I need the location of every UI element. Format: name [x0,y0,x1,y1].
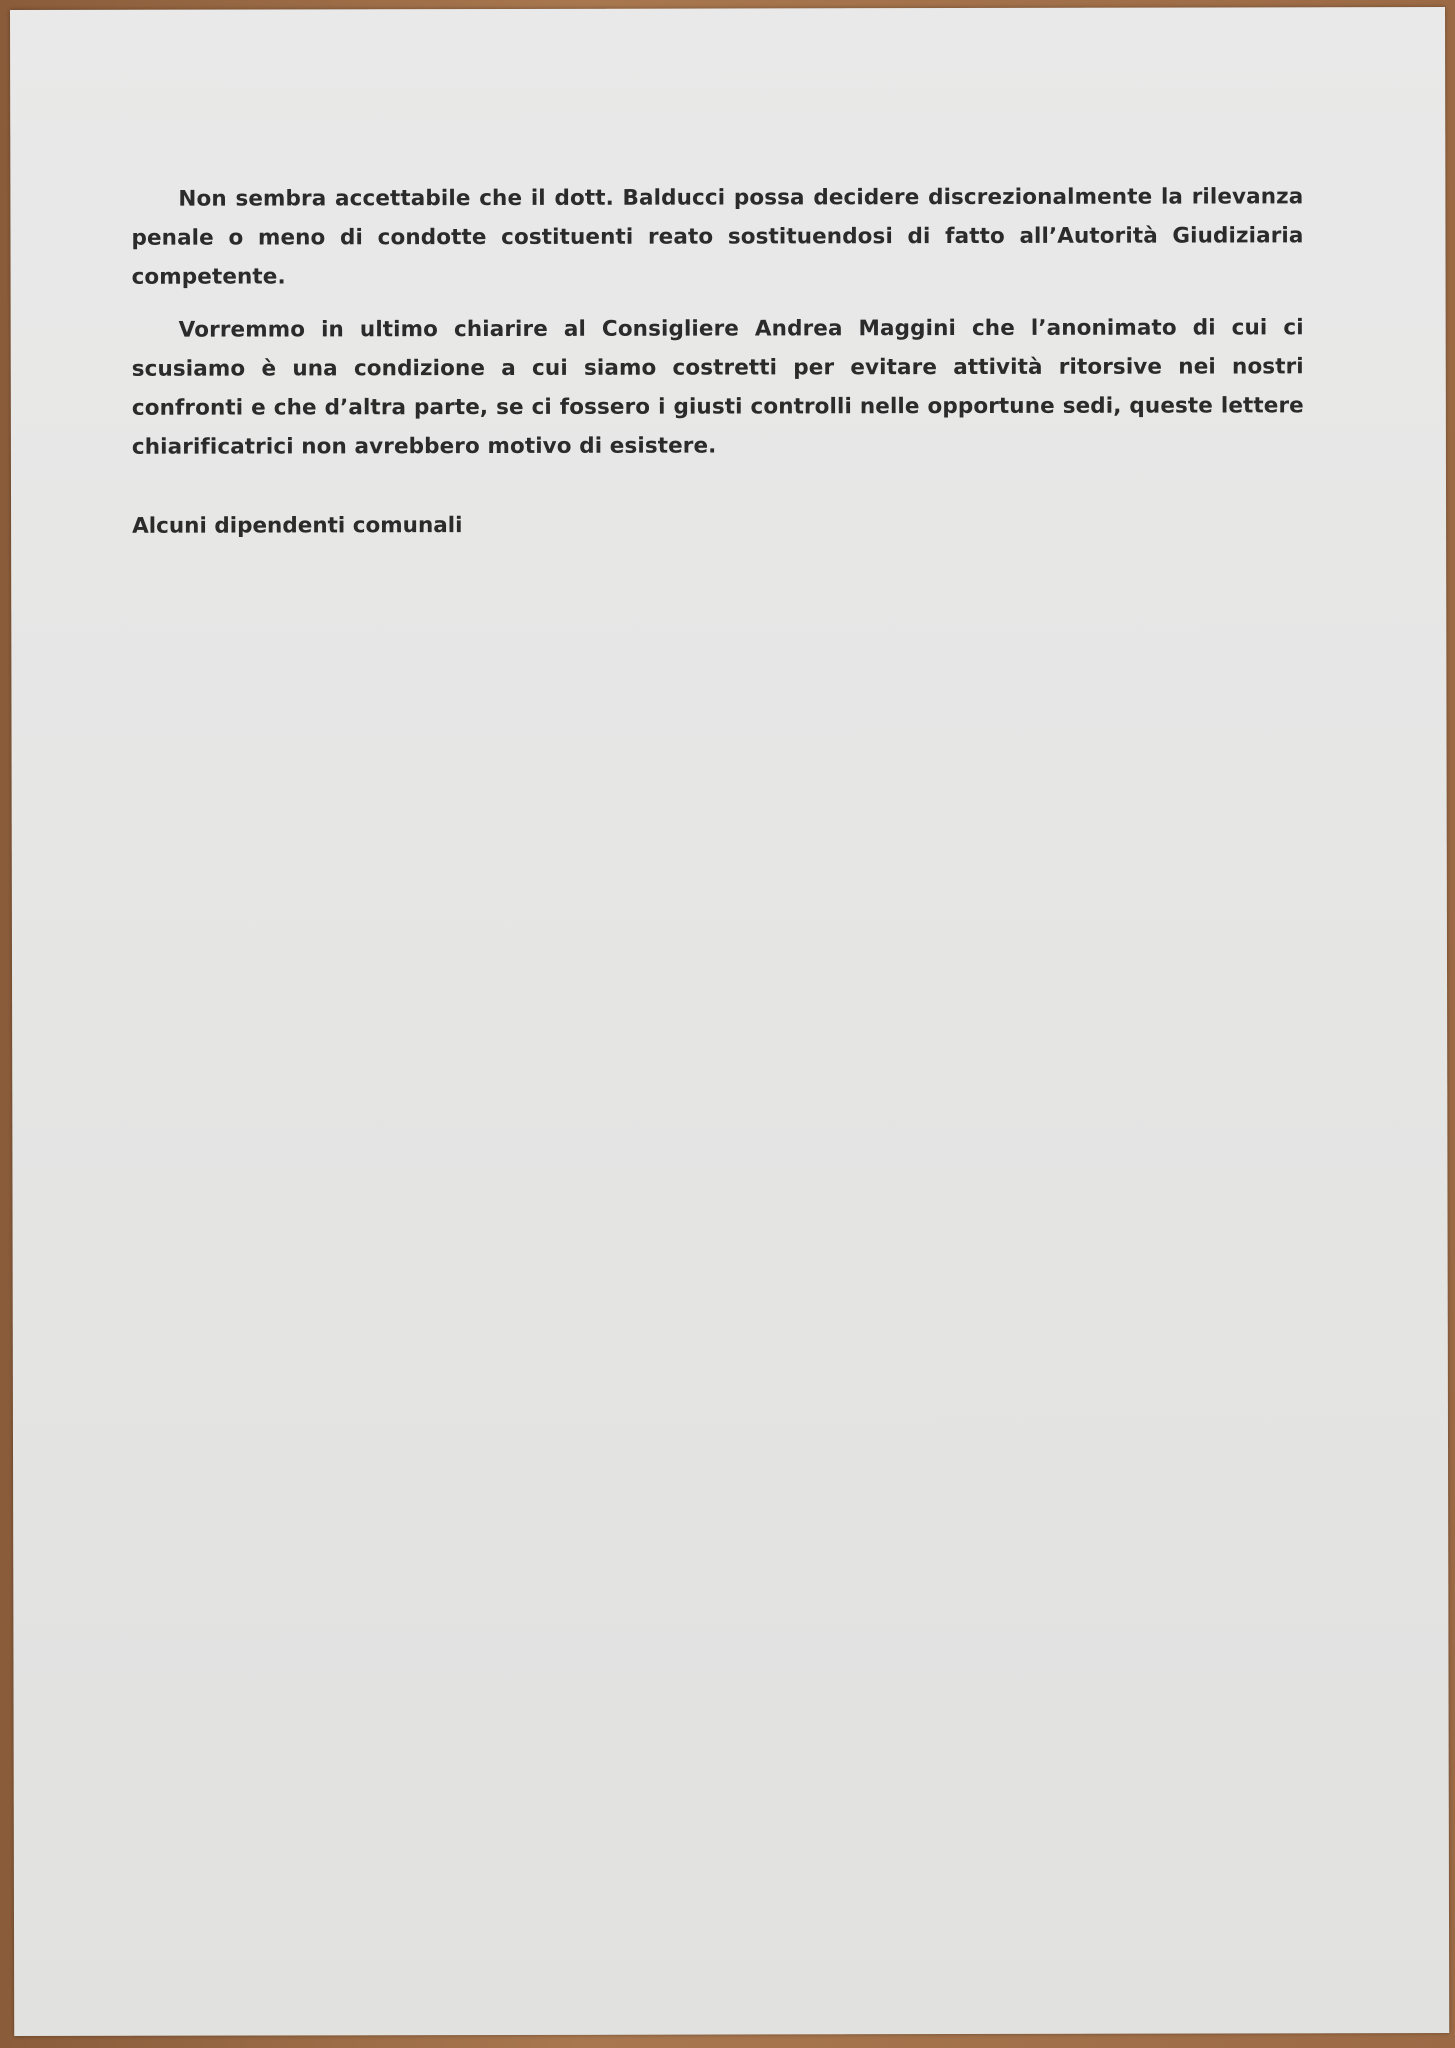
paper-sheet [10,7,1449,2036]
paragraph-1: Non sembra accettabile che il dott. Balducci possa decidere discrezionalmente la rilevanza penale o meno di condotte costituenti reato sostituendosi di fatto all’Autorità Giudiziaria competente. [131,184,1304,290]
signature: Alcuni dipendenti comunali [132,513,463,539]
paragraph-2: Vorremmo in ultimo chiarire al Consigliere Andrea Maggini che l’anonimato di cui ci scusiamo è una condizione a cui siamo costretti per evitare attività ritorsive nei nostri confronti e che d’altra parte, se ci fossero i giusti controlli nelle opportune sedi, queste lettere chiarificatrici non avrebbero motivo di esistere. [131,315,1304,460]
letter-body [131,177,1304,480]
